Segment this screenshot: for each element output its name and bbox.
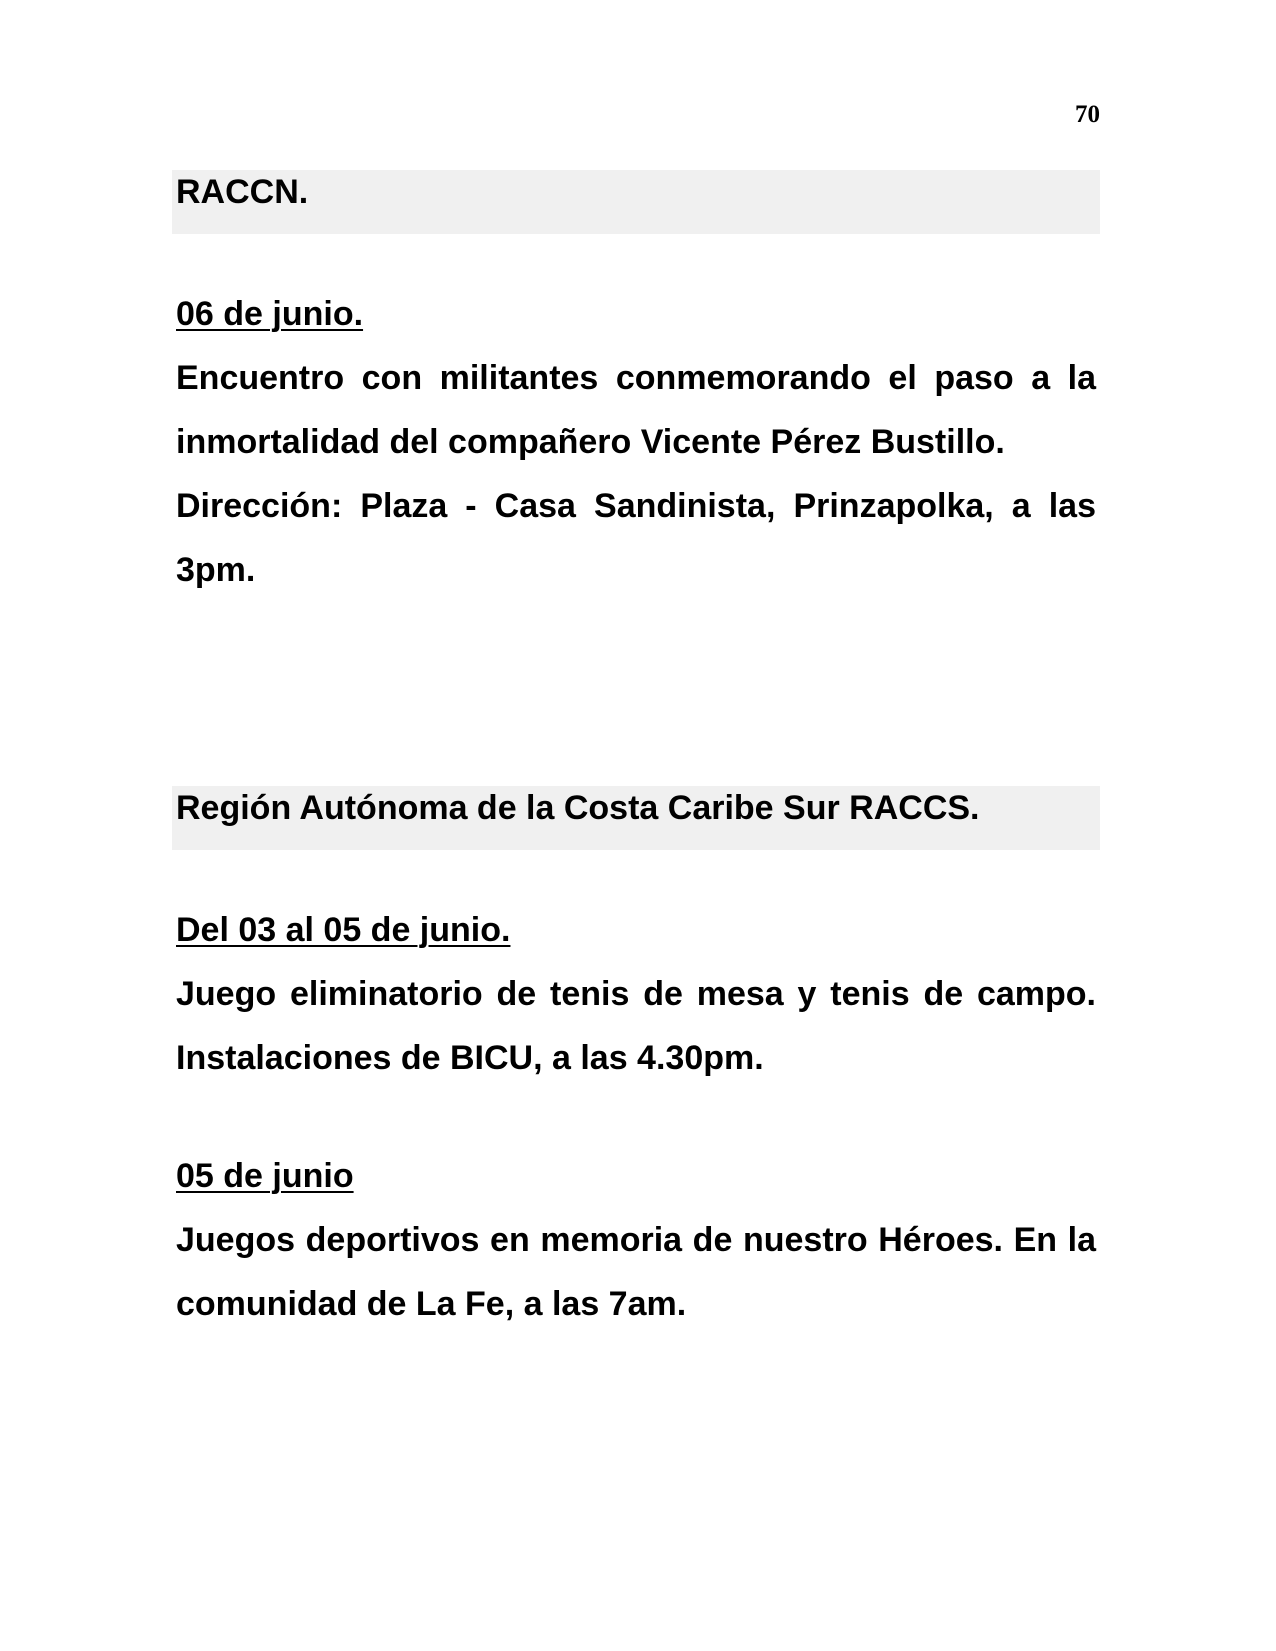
event-description: Juego eliminatorio de tenis de mesa y tenis de campo. Instalaciones de BICU, a las 4.30pm. [176,975,1096,1077]
event-raccs-05-junio [176,1144,1096,1336]
event-date: 05 de junio [176,1157,354,1195]
event-location: Dirección: Plaza - Casa Sandinista, Prinzapolka, a las 3pm. [176,487,1096,589]
region-heading-bar-raccn [172,170,1100,234]
event-description: Juegos deportivos en memoria de nuestro Héroes. En la comunidad de La Fe, a las 7am. [176,1221,1096,1323]
event-raccs-03-05-junio [176,898,1096,1090]
page-number: 70 [1075,101,1100,128]
region-heading-raccn: RACCN. [176,173,309,211]
event-raccn-06-junio [176,282,1096,602]
event-description: Encuentro con militantes conmemorando el paso a la inmortalidad del compañero Vicente Pérez Bustillo. [176,359,1096,461]
region-heading-raccs: Región Autónoma de la Costa Caribe Sur RACCS. [176,789,980,827]
event-date: 06 de junio. [176,295,364,333]
event-date: Del 03 al 05 de junio. [176,911,511,949]
